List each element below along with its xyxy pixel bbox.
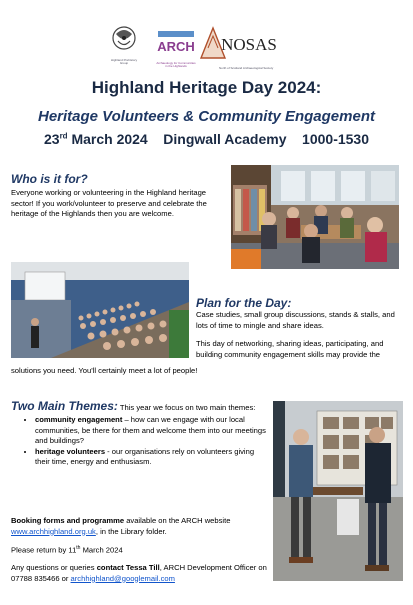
arch-logo-text: ARCH	[157, 39, 195, 54]
arch-logo-mark	[153, 29, 199, 57]
return-text: Please return by 11	[11, 545, 77, 555]
plan-text-1: Case studies, small group discussions, stands & stalls, and lots of time to mingle and share ideas.	[196, 310, 395, 330]
logo-row	[0, 24, 413, 72]
hpa-emblem-icon	[104, 24, 144, 54]
page-subtitle: Heritage Volunteers & Community Engagement	[37, 108, 375, 125]
hpa-logo-line1: Highland Prehistory	[110, 58, 138, 62]
return-date: March 2024	[80, 545, 123, 555]
who-section	[11, 172, 226, 220]
booking-text: available on the ARCH website	[124, 516, 231, 525]
contact-email-link[interactable]: archhighland@googlemail.com	[70, 573, 175, 583]
date-rest: March 2024	[67, 131, 148, 147]
who-heading: Who is it for?	[11, 172, 88, 186]
stall-photo	[273, 401, 403, 581]
themes-section	[11, 397, 269, 468]
theme-item-title: community engagement	[35, 415, 123, 424]
venue: Dingwall Academy	[163, 131, 287, 147]
themes-heading: Two Main Themes:	[11, 399, 118, 413]
plan-heading: Plan for the Day:	[196, 296, 292, 310]
who-text: Everyone working or volunteering in the Highland heritage sector! If you work/volunteer to preserve and celebrate the heritage of the Highlands then you are welcome.	[11, 188, 207, 219]
discussion-photo	[231, 165, 399, 269]
theme-item	[35, 447, 269, 468]
contact-phone: , ARCH Development Officer on 07788 835466 or	[11, 563, 267, 583]
themes-list	[11, 415, 269, 468]
nosas-logo-mark	[197, 24, 277, 62]
plan-text-2: This day of networking, sharing ideas, participating, and building community engagement skills may provide the	[196, 339, 384, 359]
arch-logo-line1: Archaeology for Communities	[156, 61, 196, 65]
booking-label: Booking forms and programme	[11, 516, 125, 525]
contact-text: Any questions or queries	[11, 563, 97, 572]
date-suffix: rd	[59, 131, 68, 141]
plan-section	[196, 296, 401, 360]
date-line	[0, 131, 413, 147]
themes-intro: This year we focus on two main themes:	[117, 403, 256, 412]
arch-logo-line2: in the Highlands	[165, 64, 187, 68]
theme-item-text: – how can we engage with our local communities, be there for them and welcome them into our meetings and buildings?	[35, 415, 266, 446]
return-info	[11, 543, 276, 556]
nosas-logo	[197, 24, 277, 68]
event-time: 1000-1530	[302, 131, 369, 147]
hpa-logo	[104, 24, 144, 68]
booking-info	[11, 516, 276, 537]
contact-name: contact Tessa Till	[96, 563, 160, 572]
theme-item	[35, 415, 269, 447]
arch-logo	[153, 29, 199, 67]
contact-info	[11, 563, 276, 584]
nosas-logo-line: North of Scotland Archaeological Society	[219, 66, 274, 70]
nosas-logo-text: NOSAS	[221, 35, 277, 54]
date-day: 23	[43, 131, 60, 147]
theme-item-title: heritage volunteers	[35, 446, 106, 456]
theme-item-text: - our organisations rely on volunteers giving their time, energy and enthusiasm.	[35, 446, 255, 467]
hpa-logo-line2: Group	[119, 61, 129, 65]
lecture-photo	[11, 262, 189, 358]
page-title: Highland Heritage Day 2024:	[91, 78, 322, 97]
plan-text-3: solutions you need. You'll certainly meet a lot of people!	[11, 366, 198, 375]
booking-tail: , in the Library folder.	[95, 526, 167, 536]
arch-website-link[interactable]: www.archhighland.org.uk	[11, 526, 96, 536]
return-sup: th	[76, 545, 81, 551]
